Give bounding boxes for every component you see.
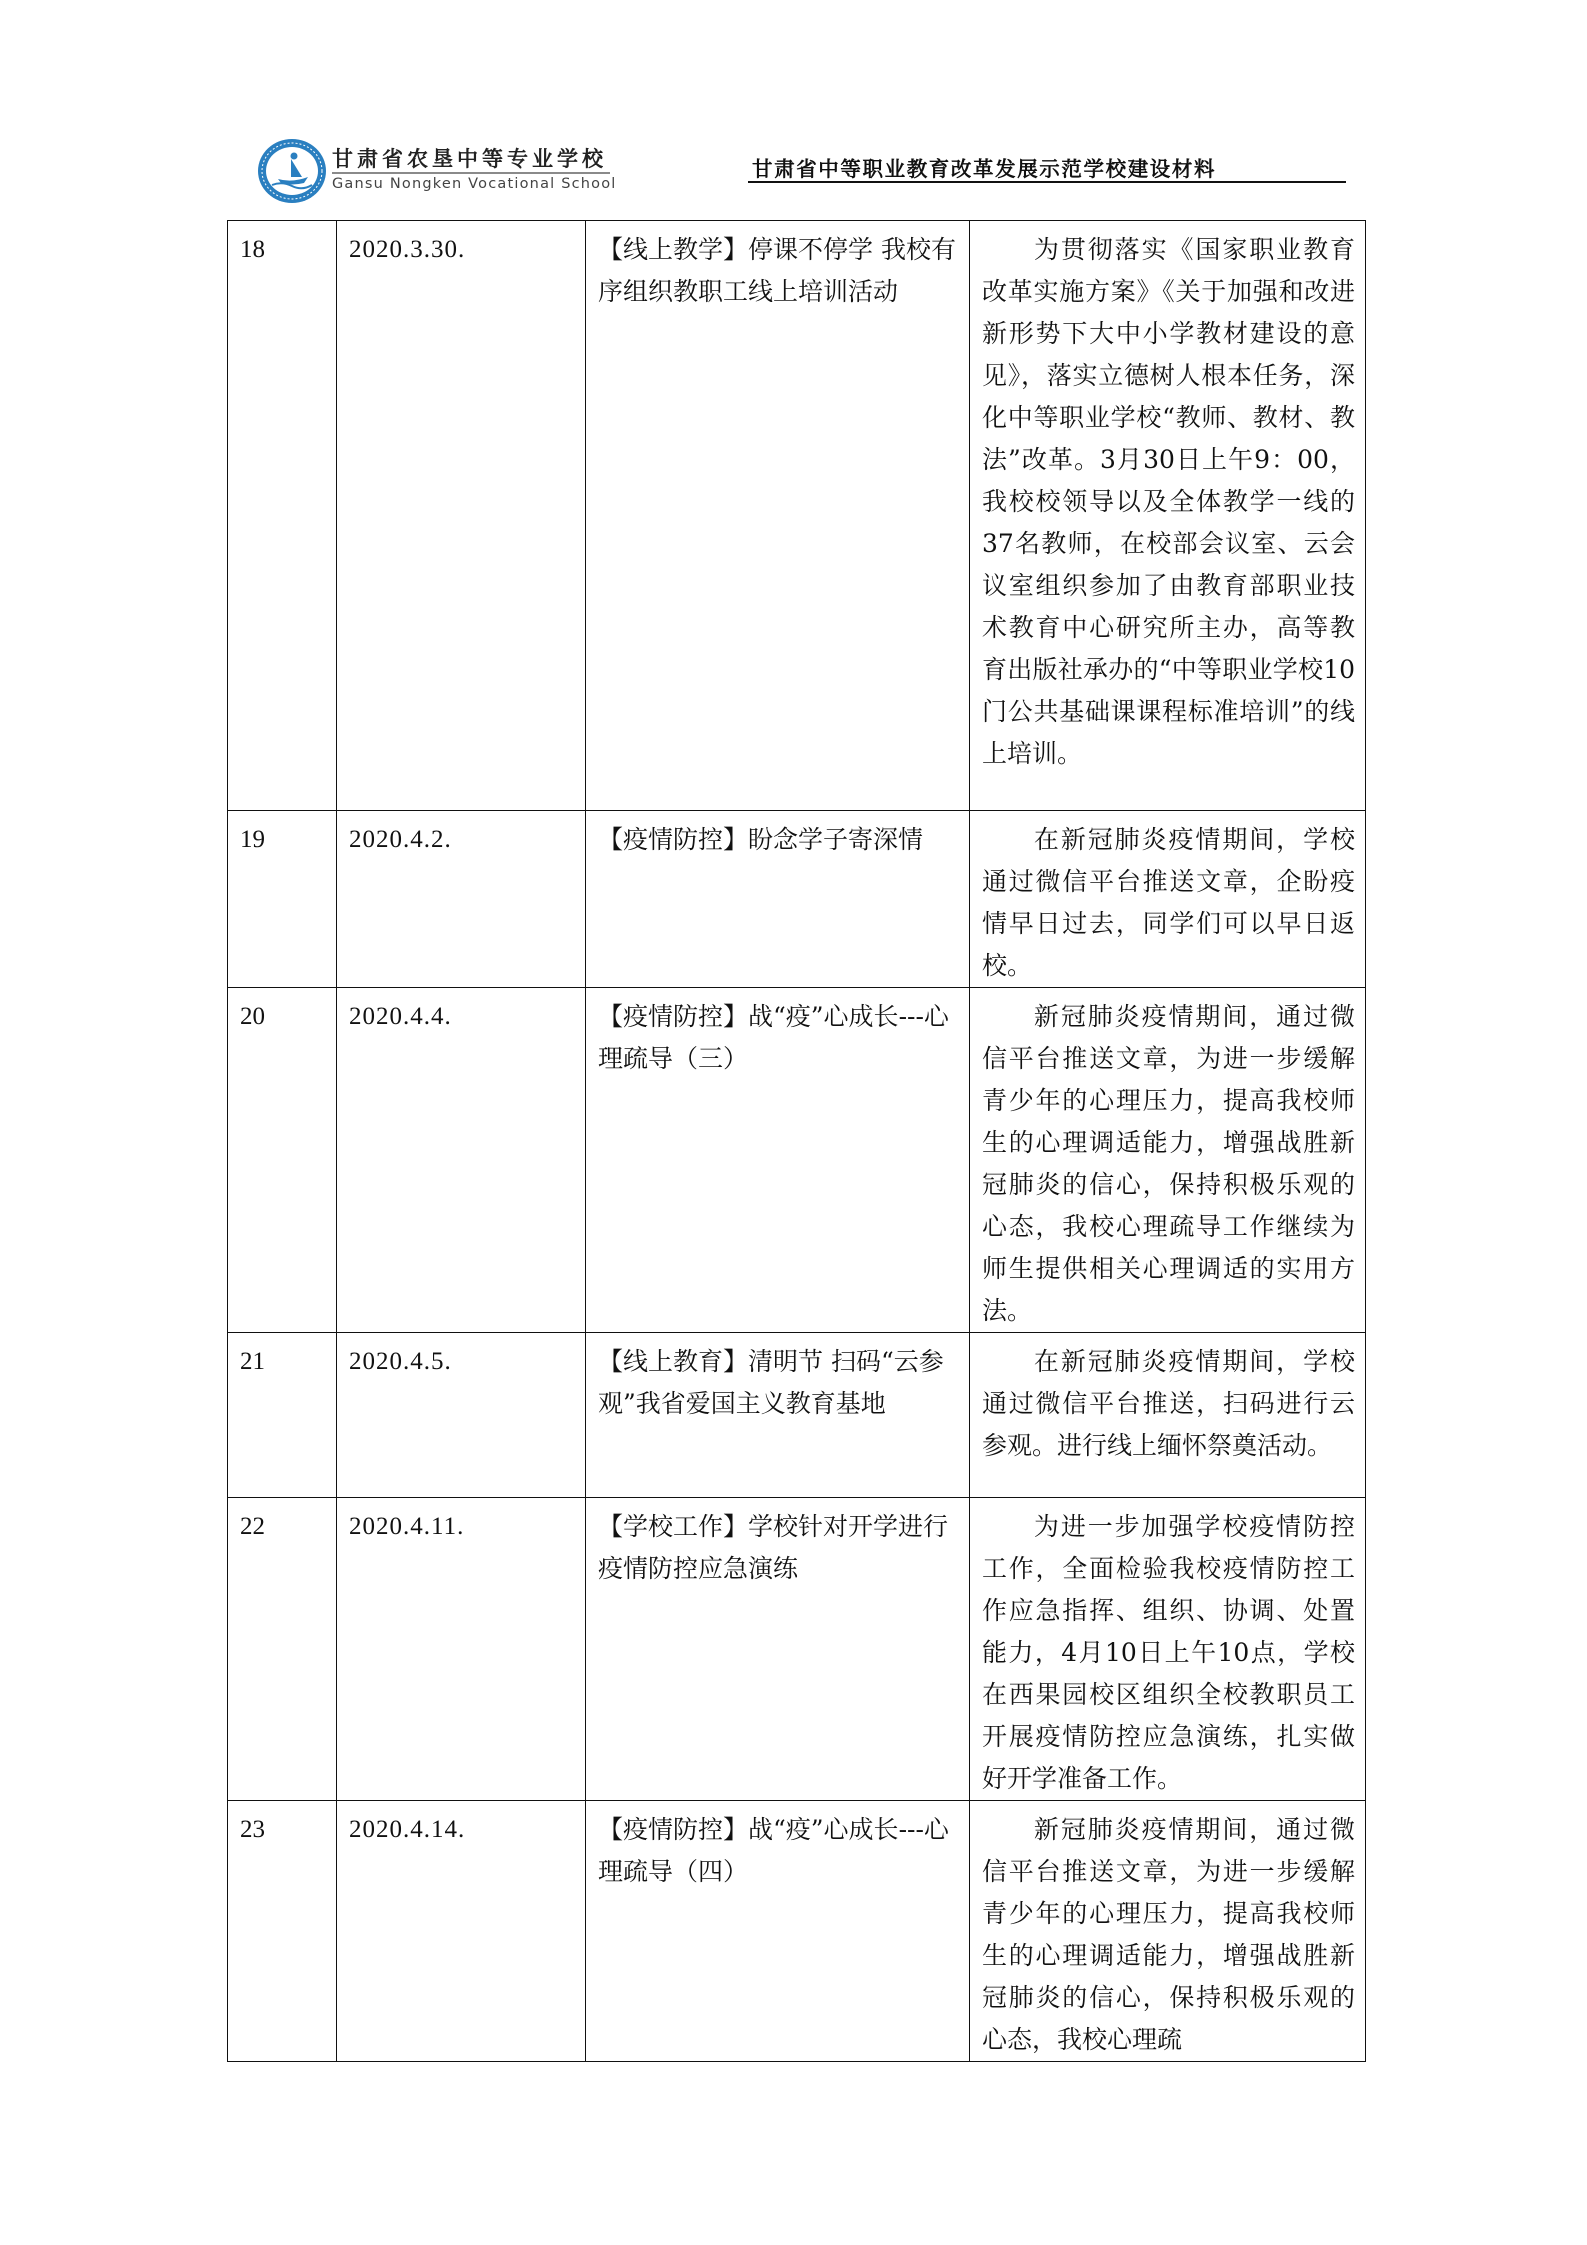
table-row	[228, 1333, 1366, 1498]
description-text: 为进一步加强学校疫情防控工作，全面检验我校疫情防控工作应急指挥、组织、协调、处置能力，4月10日上午10点，学校在西果园校区组织全校教职员工开展疫情防控应急演练，扎实做好开学准备工作。	[982, 1512, 1355, 1793]
cell-number: 20	[228, 988, 337, 1333]
school-emblem-sailboat-icon	[256, 137, 328, 205]
records-table	[227, 220, 1366, 2062]
cell-title: 【学校工作】学校针对开学进行疫情防控应急演练	[586, 1498, 970, 1801]
description-text: 为贯彻落实《国家职业教育改革实施方案》《关于加强和改进新形势下大中小学教材建设的意见》，落实立德树人根本任务，深化中等职业学校“教师、教材、教法”改革。3月30日上午9：00，我校校领导以及全体教学一线的37名教师，在校部会议室、云会议室组织参加了由教育部职业技术教育中心研究所主办，高等教育出版社承办的“中等职业学校10门公共基础课课程标准培训”的线上培训。	[982, 235, 1355, 768]
cell-description	[970, 1498, 1366, 1801]
cell-date: 2020.4.14.	[337, 1801, 586, 2062]
school-name-en: Gansu Nongken Vocational School	[332, 176, 617, 192]
document-title: 甘肃省中等职业教育改革发展示范学校建设材料	[752, 157, 1217, 181]
cell-date: 2020.4.2.	[337, 811, 586, 988]
cell-title: 【线上教学】停课不停学 我校有序组织教职工线上培训活动	[586, 221, 970, 811]
school-name-cn: 甘肃省农垦中等专业学校	[332, 147, 607, 171]
description-text: 新冠肺炎疫情期间，通过微信平台推送文章，为进一步缓解青少年的心理压力，提高我校师生的心理调适能力，增强战胜新冠肺炎的信心，保持积极乐观的心态，我校心理疏导工作继续为师生提供相关心理调适的实用方法。	[982, 1002, 1355, 1325]
cell-title: 【疫情防控】战“疫”心成长---心理疏导（三）	[586, 988, 970, 1333]
cell-number: 21	[228, 1333, 337, 1498]
cell-date: 2020.4.4.	[337, 988, 586, 1333]
cell-title: 【疫情防控】战“疫”心成长---心理疏导（四）	[586, 1801, 970, 2062]
description-text: 在新冠肺炎疫情期间，学校通过微信平台推送，扫码进行云参观。进行线上缅怀祭奠活动。	[982, 1347, 1355, 1460]
cell-description	[970, 811, 1366, 988]
document-title-underline	[748, 181, 1346, 183]
table-row	[228, 221, 1366, 811]
cell-description	[970, 988, 1366, 1333]
page-header	[0, 0, 1587, 210]
cell-number: 22	[228, 1498, 337, 1801]
cell-title: 【线上教育】清明节 扫码“云参观”我省爱国主义教育基地	[586, 1333, 970, 1498]
cell-number: 18	[228, 221, 337, 811]
cell-description	[970, 1333, 1366, 1498]
cell-description	[970, 1801, 1366, 2062]
table-row	[228, 988, 1366, 1333]
cell-date: 2020.4.11.	[337, 1498, 586, 1801]
cell-date: 2020.3.30.	[337, 221, 586, 811]
table-row	[228, 1801, 1366, 2062]
description-text: 在新冠肺炎疫情期间，学校通过微信平台推送文章，企盼疫情早日过去，同学们可以早日返校。	[982, 825, 1355, 980]
cell-number: 23	[228, 1801, 337, 2062]
cell-title: 【疫情防控】盼念学子寄深情	[586, 811, 970, 988]
cell-description	[970, 221, 1366, 811]
table-row	[228, 1498, 1366, 1801]
cell-number: 19	[228, 811, 337, 988]
table-row	[228, 811, 1366, 988]
school-name-divider	[332, 172, 610, 174]
description-text: 新冠肺炎疫情期间，通过微信平台推送文章，为进一步缓解青少年的心理压力，提高我校师生的心理调适能力，增强战胜新冠肺炎的信心，保持积极乐观的心态，我校心理疏	[982, 1815, 1355, 2054]
cell-date: 2020.4.5.	[337, 1333, 586, 1498]
